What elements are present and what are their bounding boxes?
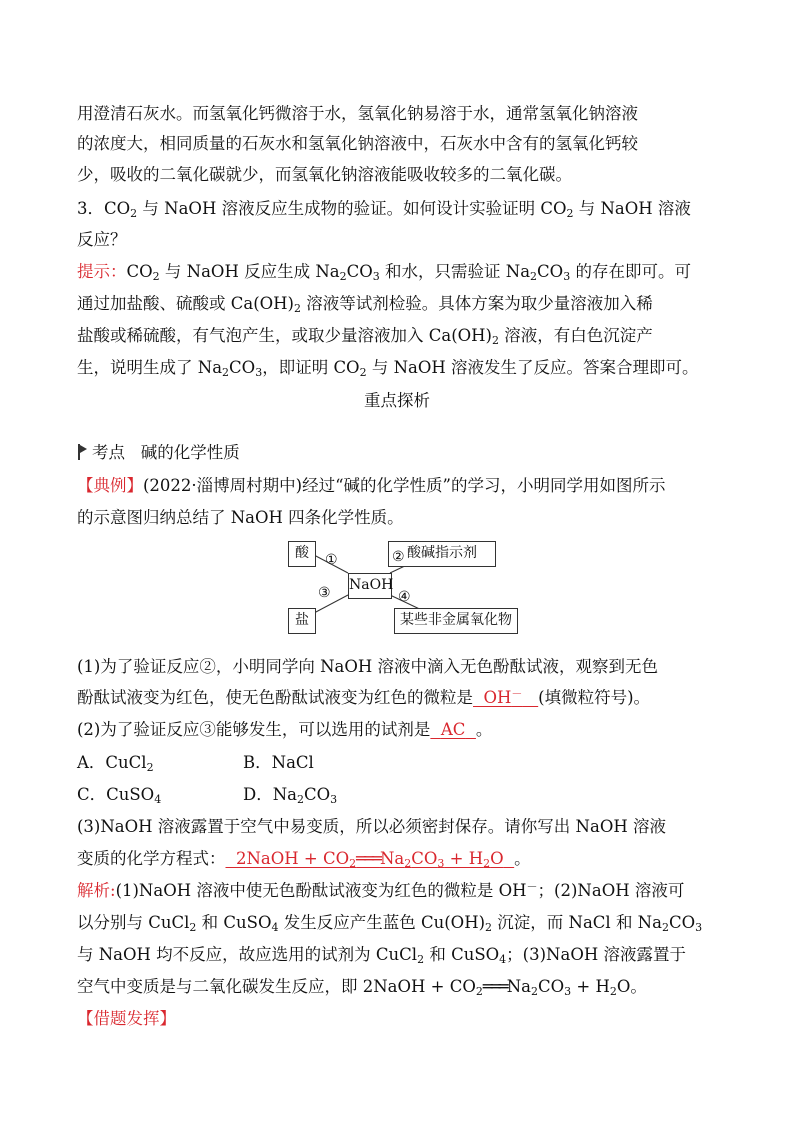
paragraph-line: 用澄清石灰水。而氢氧化钙微溶于水，氢氧化钠易溶于水，通常氢氧化钠溶液	[77, 104, 638, 123]
section-title: 重点探析	[364, 391, 430, 410]
analysis-line: 解析:(1)NaOH 溶液中使无色酚酞试液变为红色的微粒是 OH－；(2)NaOH 溶液可	[77, 880, 685, 900]
option-a: A．CuCl$_2$	[77, 753, 154, 774]
analysis-line: 与 NaOH 均不反应，故应选用的试剂为 CuCl$_2$ 和 CuSO$_4$；(3)NaOH 溶液露置于	[77, 945, 686, 966]
question-3: 3．$CO_2$ 与 NaOH 溶液反应生成物的验证。如何设计实验证明 $CO_2$ 与 NaOH 溶液	[77, 199, 691, 220]
q3-answer: 2NaOH + $CO_2═══Na_2CO_3 + H_2O$	[236, 849, 504, 870]
analysis-line: 以分别与 CuCl$_2$ 和 CuSO$_4$ 发生反应产生蓝色 $Cu(OH)_2$ 沉淀，而 NaCl 和 $Na_2CO_3$	[77, 913, 703, 934]
salt-box: 盐	[288, 608, 316, 634]
example-tag: 【典例】	[77, 476, 143, 495]
oxide-box: 某些非金属氧化物	[394, 608, 518, 634]
q1-line: (1)为了验证反应②，小明同学向 NaOH 溶液中滴入无色酚酞试液，观察到无色	[77, 657, 659, 676]
footer-tag: 【借题发挥】	[77, 1009, 176, 1028]
q3-line: (3)NaOH 溶液露置于空气中易变质，所以必须密封保存。请你写出 NaOH 溶液	[77, 817, 666, 836]
label-1: ①	[325, 552, 338, 568]
question-3-cont: 反应？	[77, 230, 127, 249]
naoh-diagram	[280, 535, 520, 635]
paragraph-line: 的浓度大，相同质量的石灰水和氢氧化钠溶液中，石灰水中含有的氢氧化钙较	[77, 134, 638, 153]
q2-line: (2)为了验证反应③能够发生，可以选用的试剂是 AC 。	[77, 720, 493, 739]
hint-label: 提示：	[77, 262, 127, 281]
q1-line: 酚酞试液变为红色，使无色酚酞试液变为红色的微粒是 OH－ (填微粒符号)。	[77, 687, 651, 707]
indicator-box: 酸碱指示剂	[388, 541, 496, 567]
q3-line: 变质的化学方程式： 2NaOH + $CO_2═══Na_2CO_3 + H_2O$ 。	[77, 849, 531, 870]
hint-line: 提示：$CO_2$ 与 NaOH 反应生成 $Na_2CO_3$ 和水，只需验证 $Na_2CO_3$ 的存在即可。可	[77, 262, 691, 283]
q1-answer: OH－	[483, 687, 523, 707]
q2-answer: AC	[440, 720, 466, 739]
option-c: C．CuSO$_4$	[77, 785, 162, 806]
example-line: 【典例】(2022·淄博周村期中)经过“碱的化学性质”的学习，小明同学用如图所示	[77, 476, 666, 495]
topic-heading: 考点 碱的化学性质	[78, 440, 240, 466]
hint-line: 生，说明生成了 $Na_2CO_3$，即证明 $CO_2$ 与 NaOH 溶液发生了反应。答案合理即可。	[77, 358, 699, 379]
paragraph-line: 少，吸收的二氧化碳就少，而氢氧化钠溶液能吸收较多的二氧化碳。	[77, 165, 572, 184]
acid-box: 酸	[288, 541, 316, 567]
hint-line: 通过加盐酸、硫酸或 $Ca(OH)_2$ 溶液等试剂检验。具体方案为取少量溶液加入稀	[77, 294, 653, 315]
naoh-box: NaOH	[348, 573, 392, 599]
option-b: B．NaCl	[243, 753, 314, 772]
hint-line: 盐酸或稀硫酸，有气泡产生，或取少量溶液加入 $Ca(OH)_2$ 溶液，有白色沉淀产	[77, 326, 653, 347]
label-3: ③	[318, 585, 331, 601]
analysis-line: 空气中变质是与二氧化碳发生反应，即 2NaOH + $CO_2═══Na_2CO_3 + H_2O$。	[77, 977, 647, 998]
analysis-label: 解析:	[77, 881, 116, 900]
example-line: 的示意图归纳总结了 NaOH 四条化学性质。	[77, 508, 404, 527]
label-2: ②	[392, 549, 405, 565]
label-4: ④	[398, 589, 411, 605]
option-d: D．$Na_2CO_3$	[243, 785, 338, 806]
flag-icon	[78, 444, 88, 460]
